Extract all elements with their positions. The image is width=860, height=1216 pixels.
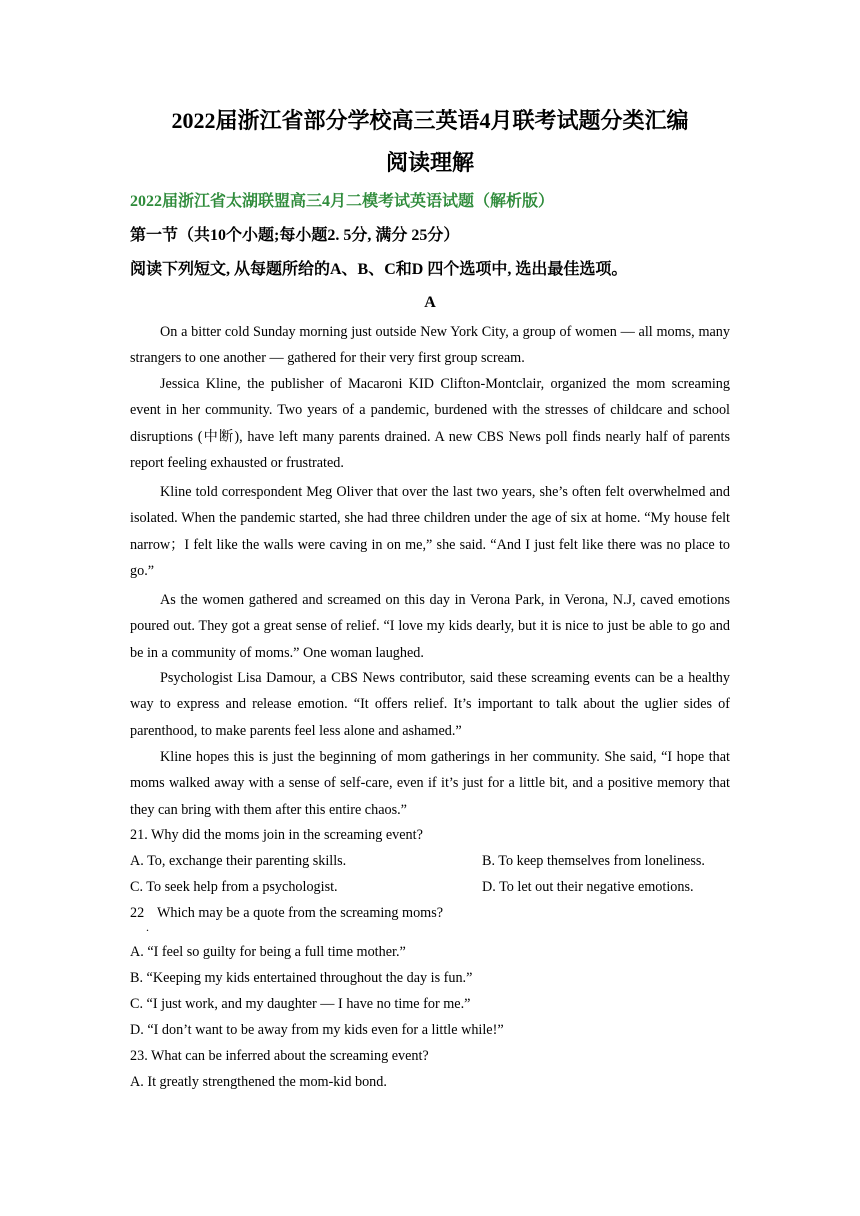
question-23-option-a: A. It greatly strengthened the mom-kid bond.	[130, 1074, 387, 1090]
question-21-option-b: B. To keep themselves from loneliness.	[482, 853, 705, 869]
question-22-option-b: B. “Keeping my kids entertained throughout the day is fun.”	[130, 970, 473, 986]
question-22-option-d: D. “I don’t want to be away from my kids even for a little while!”	[130, 1022, 504, 1038]
passage-label: A	[424, 294, 436, 311]
question-21-option-d: D. To let out their negative emotions.	[482, 879, 694, 895]
question-23-stem: 23. What can be inferred about the screaming event?	[130, 1048, 429, 1064]
section-heading: 第一节（共10个小题;每小题2. 5分, 满分 25分）	[130, 227, 460, 244]
paragraph: Kline told correspondent Meg Oliver that over the last two years, she’s often felt overwhelmed and isolated. When the pandemic started, she had three children under the age of six at home. “My house felt narrow；I felt like the walls were caving in on me,” she said. “And I just felt like there was no place to go.”	[130, 484, 730, 579]
paragraph: Jessica Kline, the publisher of Macaroni KID Clifton-Montclair, organized the mom screaming event in her community. Two years of a pandemic, burdened with the stresses of childcare and school disruptions (中断), have left many parents drained. A new CBS News poll finds nearly half of parents report feeling exhausted or frustrated.	[130, 376, 730, 471]
document-subtitle: 阅读理解	[385, 150, 474, 175]
instruction-text: 阅读下列短文, 从每题所给的A、B、C和D 四个选项中, 选出最佳选项。	[130, 261, 628, 278]
question-22-number: 22	[130, 905, 145, 921]
question-22-option-a: A. “I feel so guilty for being a full time mother.”	[130, 944, 406, 960]
question-22-dot: .	[146, 920, 149, 934]
question-22-stem: Which may be a quote from the screaming moms?	[157, 905, 444, 921]
paragraph: Kline hopes this is just the beginning of mom gatherings in her community. She said, “I hope that moms walked away with a sense of self-care, even if it’s just for a little bit, and a positive memory that they can bring with them after this entire chaos.”	[130, 749, 730, 818]
question-21-option-a: A. To, exchange their parenting skills.	[130, 853, 347, 869]
question-21-option-c: C. To seek help from a psychologist.	[130, 879, 338, 895]
document-title: 2022届浙江省部分学校高三英语4月联考试题分类汇编	[171, 108, 689, 133]
source-heading: 2022届浙江省太湖联盟高三4月二模考试英语试题（解析版）	[130, 193, 555, 210]
paragraph: Psychologist Lisa Damour, a CBS News contributor, said these screaming events can be a healthy way to express and release emotion. “It offers relief. It’s important to talk about the uglier sides of parenthood, to make parents feel less alone and ashamed.”	[130, 670, 730, 739]
question-22-option-c: C. “I just work, and my daughter — I have no time for me.”	[130, 996, 471, 1012]
paragraph: As the women gathered and screamed on this day in Verona Park, in Verona, N.J, caved emotions poured out. They got a great sense of relief. “I love my kids dearly, but it is nice to just be able to go and be in a community of moms.” One woman laughed.	[130, 592, 730, 661]
question-21-stem: 21. Why did the moms join in the screaming event?	[130, 827, 423, 843]
paragraph: On a bitter cold Sunday morning just outside New York City, a group of women — all moms, many strangers to one another — gathered for their very first group scream.	[130, 324, 730, 367]
